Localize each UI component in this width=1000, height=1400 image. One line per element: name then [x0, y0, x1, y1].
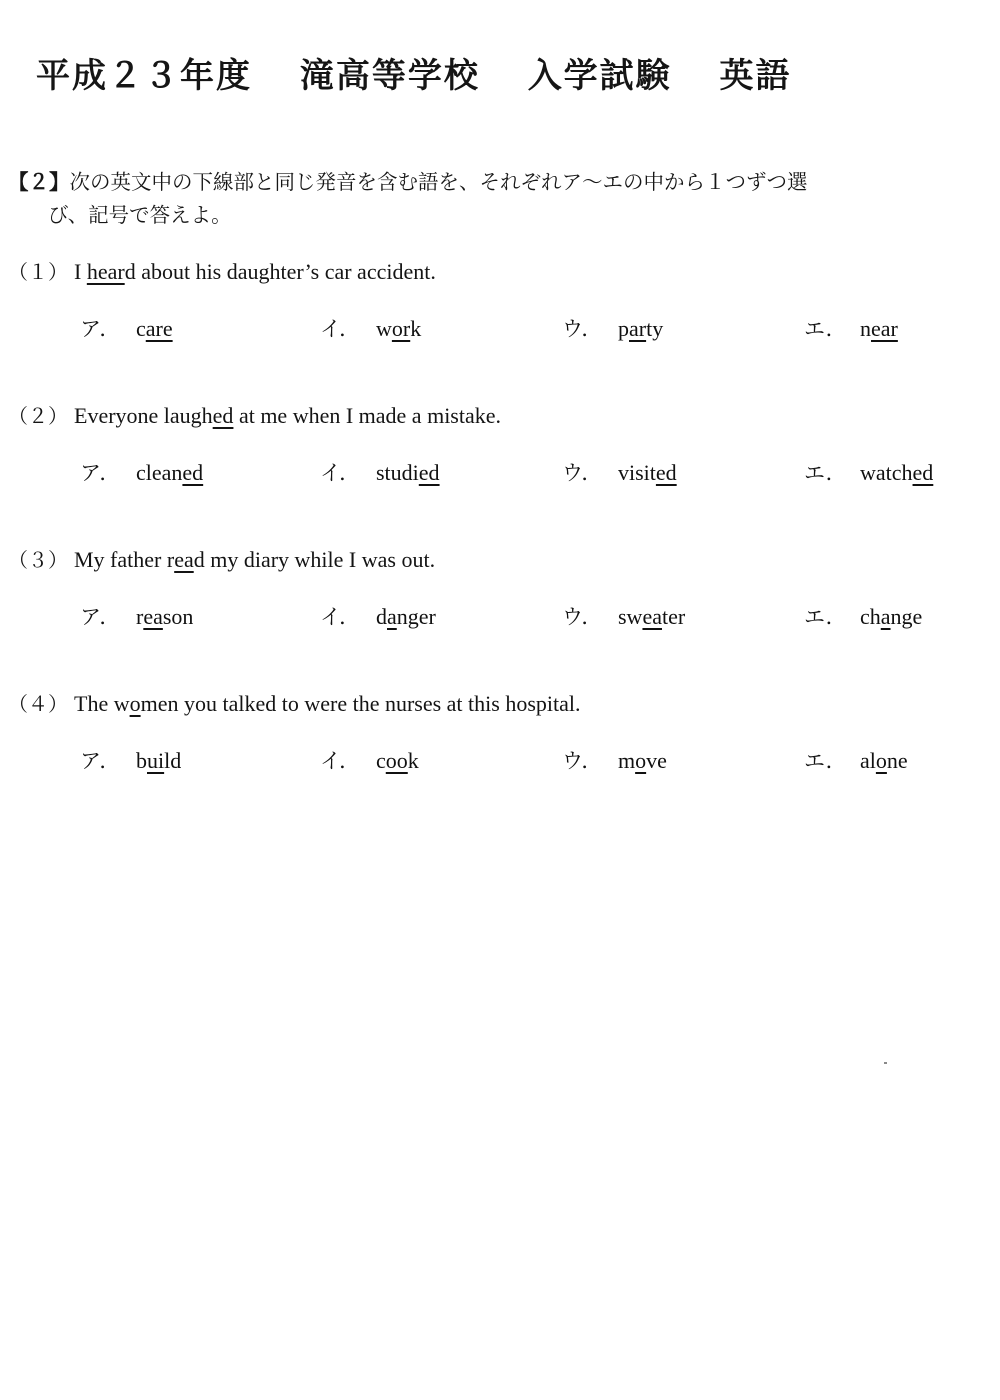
choice-mark: ア．: [80, 605, 121, 629]
choice-mark: ア．: [80, 461, 121, 485]
stem-text: Everyone laugh: [74, 403, 213, 428]
choice-underlined: ed: [912, 460, 934, 485]
choice-b: [320, 601, 436, 631]
stem-text: men you talked to were the nurses at this hospital.: [140, 691, 581, 716]
choice-text: visit: [618, 460, 656, 485]
choice-text: ld: [164, 748, 182, 773]
choice-mark: ア．: [80, 317, 121, 341]
choice-text: m: [618, 748, 636, 773]
choice-mark: ウ．: [562, 461, 603, 485]
choice-list: [8, 601, 988, 641]
choice-list: [8, 745, 988, 785]
instruction-line-2: び、記号で答えよ。: [48, 203, 232, 227]
choice-b: [320, 313, 421, 343]
choice-underlined: ed: [418, 460, 440, 485]
choice-mark: エ．: [804, 605, 847, 629]
stem-text: d my diary while I was out.: [193, 547, 436, 572]
stem-underlined: o: [129, 691, 141, 716]
section-number: 【２】: [8, 170, 70, 194]
title-school: 滝高等学校: [299, 56, 480, 96]
choice-text: d: [376, 604, 387, 629]
question-2: [8, 400, 988, 497]
choice-text: r: [136, 604, 144, 629]
stem-text: d about his daughter’s car accident.: [124, 259, 436, 284]
choice-text: ch: [860, 604, 881, 629]
choice-mark: ウ．: [562, 749, 603, 773]
choice-underlined: a: [880, 604, 891, 629]
stem-underlined: ea: [174, 547, 194, 572]
choice-b: [320, 745, 419, 775]
choice-text: al: [860, 748, 876, 773]
choice-underlined: ear: [871, 316, 898, 341]
choice-underlined: are: [145, 316, 173, 341]
choice-underlined: or: [391, 316, 411, 341]
question-4: [8, 688, 988, 785]
choice-a: [80, 457, 203, 487]
stem-text: The w: [74, 691, 130, 716]
choice-mark: イ．: [320, 317, 361, 341]
choice-text: watch: [860, 460, 913, 485]
choice-mark: ウ．: [562, 317, 603, 341]
choice-text: ne: [886, 748, 908, 773]
choice-underlined: ar: [629, 316, 647, 341]
choice-mark: ウ．: [562, 605, 603, 629]
question-stem: [8, 688, 988, 717]
choice-text: studi: [376, 460, 419, 485]
page-title: [36, 48, 792, 97]
choice-underlined: oo: [385, 748, 408, 773]
choice-text: b: [136, 748, 147, 773]
stem-text: My father r: [74, 547, 175, 572]
choice-text: clean: [136, 460, 183, 485]
choice-underlined: ea: [642, 604, 662, 629]
scan-speck: [884, 1062, 887, 1064]
stem-underlined: hear: [86, 259, 125, 284]
instruction-text-1: 次の英文中の下線部と同じ発音を含む語を、それぞれア～エの中から１つずつ選: [69, 170, 808, 194]
choice-underlined: o: [635, 748, 647, 773]
title-subject: 英語: [719, 56, 792, 96]
choice-text: nger: [396, 604, 436, 629]
question-number: （４）: [8, 692, 68, 716]
question-stem: [8, 544, 988, 573]
choice-d: [804, 601, 922, 631]
choice-text: ve: [646, 748, 667, 773]
stem-underlined: ed: [212, 403, 234, 428]
question-number: （１）: [8, 260, 68, 284]
choice-underlined: a: [387, 604, 397, 629]
choice-list: [8, 313, 988, 353]
choice-mark: エ．: [804, 461, 847, 485]
choice-a: [80, 745, 181, 775]
question-number: （２）: [8, 404, 68, 428]
question-1: [8, 256, 988, 353]
choice-b: [320, 457, 440, 487]
choice-d: [804, 457, 933, 487]
choice-mark: イ．: [320, 461, 361, 485]
choice-text: nge: [890, 604, 923, 629]
stem-text: at me when I made a mistake.: [233, 403, 502, 428]
choice-mark: イ．: [320, 749, 361, 773]
choice-c: [562, 745, 667, 775]
choice-c: [562, 313, 663, 343]
choice-text: c: [136, 316, 146, 341]
choice-mark: エ．: [804, 749, 847, 773]
choice-a: [80, 601, 193, 631]
choice-list: [8, 457, 988, 497]
choice-text: n: [860, 316, 871, 341]
choice-text: ter: [661, 604, 686, 629]
choice-text: p: [618, 316, 629, 341]
choice-c: [562, 601, 685, 631]
choice-underlined: ui: [147, 748, 165, 773]
choice-mark: エ．: [804, 317, 847, 341]
choice-text: son: [162, 604, 194, 629]
choice-text: sw: [618, 604, 643, 629]
choice-underlined: ed: [182, 460, 204, 485]
choice-underlined: o: [875, 748, 887, 773]
choice-underlined: ed: [655, 460, 677, 485]
instruction-line-1: [8, 166, 988, 199]
title-year: 平成２３年度: [36, 56, 252, 96]
choice-text: w: [376, 316, 392, 341]
question-3: [8, 544, 988, 641]
choice-text: k: [410, 316, 422, 341]
stem-text: I: [74, 259, 87, 284]
choice-mark: ア．: [80, 749, 121, 773]
question-stem: [8, 400, 988, 429]
choice-text: k: [407, 748, 419, 773]
choice-c: [562, 457, 677, 487]
choice-mark: イ．: [320, 605, 361, 629]
title-exam: 入学試験: [527, 56, 672, 96]
choice-d: [804, 745, 908, 775]
choice-underlined: ea: [143, 604, 163, 629]
question-stem: [8, 256, 988, 285]
question-number: （３）: [8, 548, 68, 572]
choice-d: [804, 313, 898, 343]
choice-text: c: [376, 748, 386, 773]
choice-a: [80, 313, 173, 343]
section-instruction: [8, 166, 988, 232]
choice-text: ty: [646, 316, 664, 341]
